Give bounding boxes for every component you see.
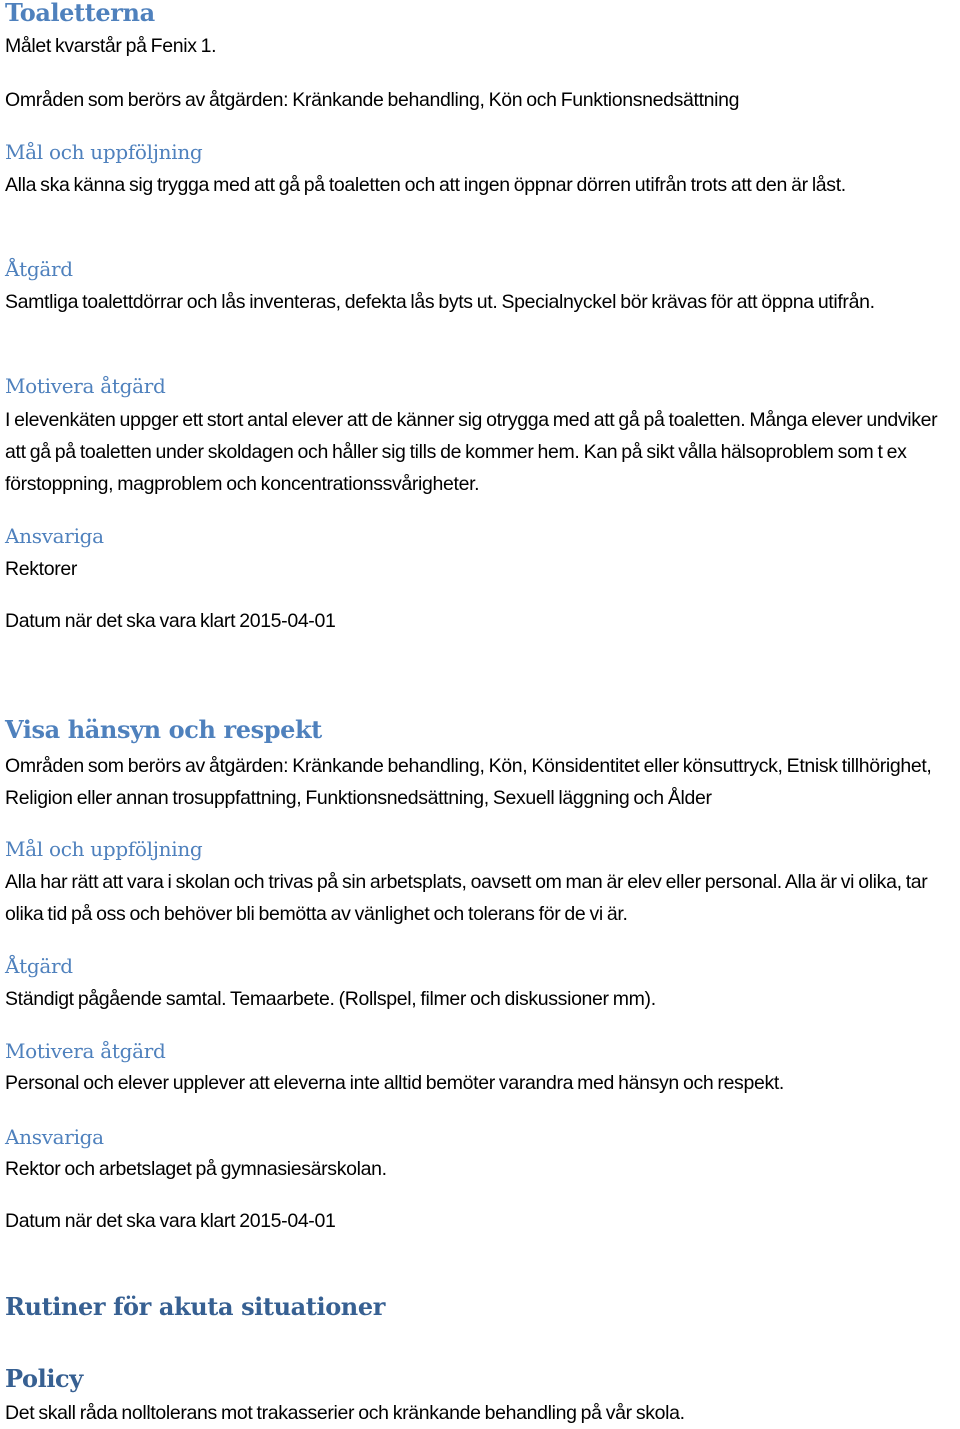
action-heading: Åtgärd: [5, 954, 73, 978]
action-heading: Åtgärd: [5, 257, 73, 281]
section-title-respekt: Visa hänsyn och respekt: [5, 715, 322, 744]
deadline-text: Datum när det ska vara klart 2015-04-01: [5, 1210, 336, 1232]
status-text: Målet kvarstår på Fenix 1.: [5, 35, 217, 57]
responsible-text: Rektorer: [5, 558, 77, 580]
goal-heading: Mål och uppföljning: [5, 837, 203, 861]
deadline-text: Datum när det ska vara klart 2015-04-01: [5, 610, 336, 632]
motivation-heading: Motivera åtgärd: [5, 1039, 166, 1063]
policy-text: Det skall råda nolltolerans mot trakasserier och kränkande behandling på vår skola.: [5, 1402, 685, 1424]
areas-text: Områden som berörs av åtgärden: Kränkande behandling, Kön och Funktionsnedsättning: [5, 89, 740, 111]
goal-heading: Mål och uppföljning: [5, 140, 203, 164]
motivation-text: Personal och elever upplever att eleverna inte alltid bemöter varandra med hänsyn och respekt.: [5, 1072, 784, 1094]
motivation-text: I elevenkäten uppger ett stort antal elever att de känner sig otrygga med att gå på toaletten. Många elever undviker att gå på toaletten under skoldagen och håller sig tills de kommer hem. Kan på sikt vålla hälsoproblem som t ex förstoppning, magproblem och koncentrationssvårigheter.: [5, 409, 938, 495]
section-title-toaletterna: Toaletterna: [5, 0, 155, 27]
areas-text: Områden som berörs av åtgärden: Kränkande behandling, Kön, Könsidentitet eller könsuttryck, Etnisk tillhörighet, Religion eller annan trosuppfattning, Funktionsnedsättning, Sexuell läggning och Ålder: [5, 755, 932, 809]
action-text: Samtliga toalettdörrar och lås inventeras, defekta lås byts ut. Specialnyckel bör krävas för att öppna utifrån.: [5, 291, 875, 313]
motivation-heading: Motivera åtgärd: [5, 374, 166, 398]
goal-text: Alla har rätt att vara i skolan och trivas på sin arbetsplats, oavsett om man är elev eller personal. Alla är vi olika, tar olika tid på oss och behöver bli bemötta av vänlighet och tolerans för de vi är.: [5, 871, 928, 925]
responsible-text: Rektor och arbetslaget på gymnasiesärskolan.: [5, 1158, 387, 1180]
policy-heading: Policy: [5, 1364, 83, 1393]
action-text: Ständigt pågående samtal. Temaarbete. (Rollspel, filmer och diskussioner mm).: [5, 988, 656, 1010]
section-title-rutiner: Rutiner för akuta situationer: [5, 1292, 385, 1321]
responsible-heading: Ansvariga: [5, 1125, 104, 1149]
responsible-heading: Ansvariga: [5, 524, 104, 548]
goal-text: Alla ska känna sig trygga med att gå på toaletten och att ingen öppnar dörren utifrån trots att den är låst.: [5, 174, 846, 196]
